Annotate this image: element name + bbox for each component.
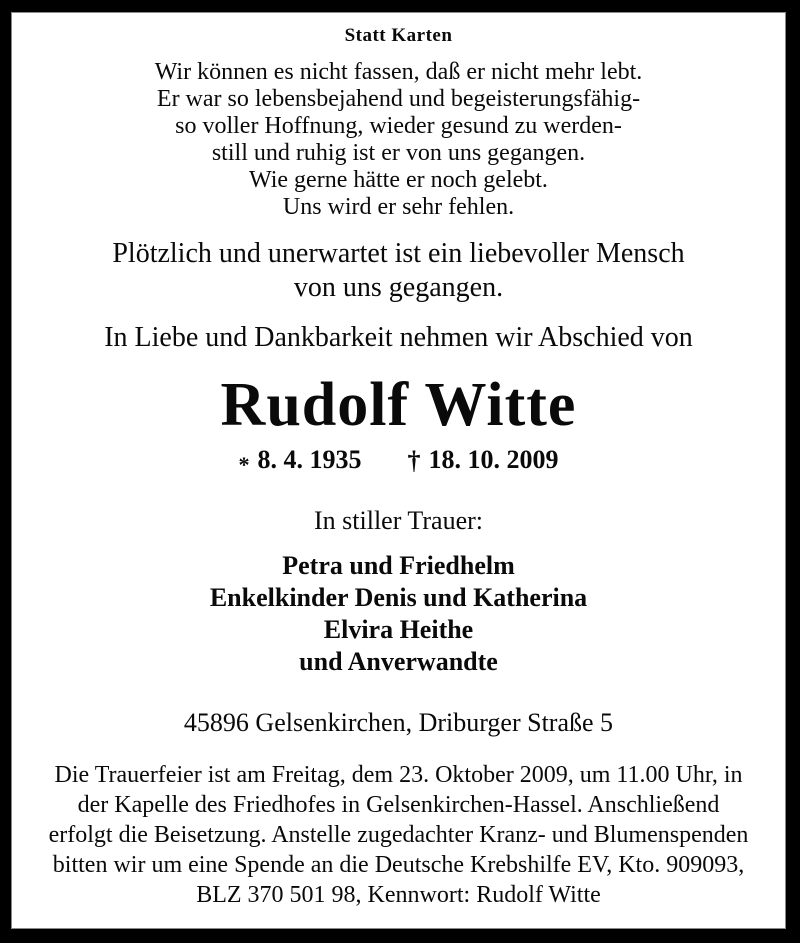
mourner-line: Enkelkinder Denis und Katherina: [209, 583, 588, 612]
funeral-information: [12, 760, 785, 910]
birth-star-symbol: *: [238, 452, 250, 477]
mourner-line: Elvira Heithe: [323, 615, 474, 644]
opening-line: still und ruhig ist er von uns gegangen.: [211, 140, 586, 166]
opening-line: Wie gerne hätte er noch gelebt.: [249, 167, 548, 193]
funeral-line: bitten wir um eine Spende an die Deutsche Krebshilfe EV, Kto. 909093,: [52, 852, 745, 878]
opening-line: Er war so lebensbejahend und begeisterungsfähig-: [156, 86, 641, 112]
funeral-line: BLZ 370 501 98, Kennwort: Rudolf Witte: [196, 882, 601, 908]
opening-line: Uns wird er sehr fehlen.: [282, 194, 515, 220]
sudden-line: Plötzlich und unerwartet ist ein liebevoller Mensch: [112, 238, 685, 269]
life-dates: [12, 445, 785, 476]
death-date: 18. 10. 2009: [428, 445, 559, 474]
opening-line: Wir können es nicht fassen, daß er nicht mehr lebt.: [154, 59, 643, 85]
funeral-line: Die Trauerfeier ist am Freitag, dem 23. Oktober 2009, um 11.00 Uhr, in: [54, 762, 743, 788]
farewell-statement: In Liebe und Dankbarkeit nehmen wir Abschied von: [104, 322, 693, 353]
funeral-line: erfolgt die Beisetzung. Anstelle zugedachter Kranz- und Blumenspenden: [48, 822, 749, 848]
birth-date: 8. 4. 1935: [257, 445, 362, 474]
address-line: 45896 Gelsenkirchen, Driburger Straße 5: [183, 708, 614, 737]
opening-verse: [12, 59, 785, 221]
sudden-line: von uns gegangen.: [293, 272, 504, 303]
opening-line: so voller Hoffnung, wieder gesund zu werden-: [175, 113, 622, 139]
funeral-line: der Kapelle des Friedhofes in Gelsenkirchen-Hassel. Anschließend: [77, 792, 720, 818]
kicker-statt-karten: Statt Karten: [344, 25, 453, 46]
mourner-line: Petra und Friedhelm: [282, 551, 515, 580]
death-date-group: [408, 445, 559, 474]
mourning-intro: In stiller Trauer:: [314, 506, 483, 535]
death-cross-symbol: †: [407, 446, 421, 475]
deceased-name: Rudolf Witte: [220, 371, 577, 439]
mourner-line: und Anverwandte: [299, 647, 498, 676]
death-notice-card: [12, 13, 785, 928]
birth-date-group: [238, 445, 362, 477]
sudden-passing-statement: [12, 237, 785, 305]
mourners-list: [12, 550, 785, 678]
